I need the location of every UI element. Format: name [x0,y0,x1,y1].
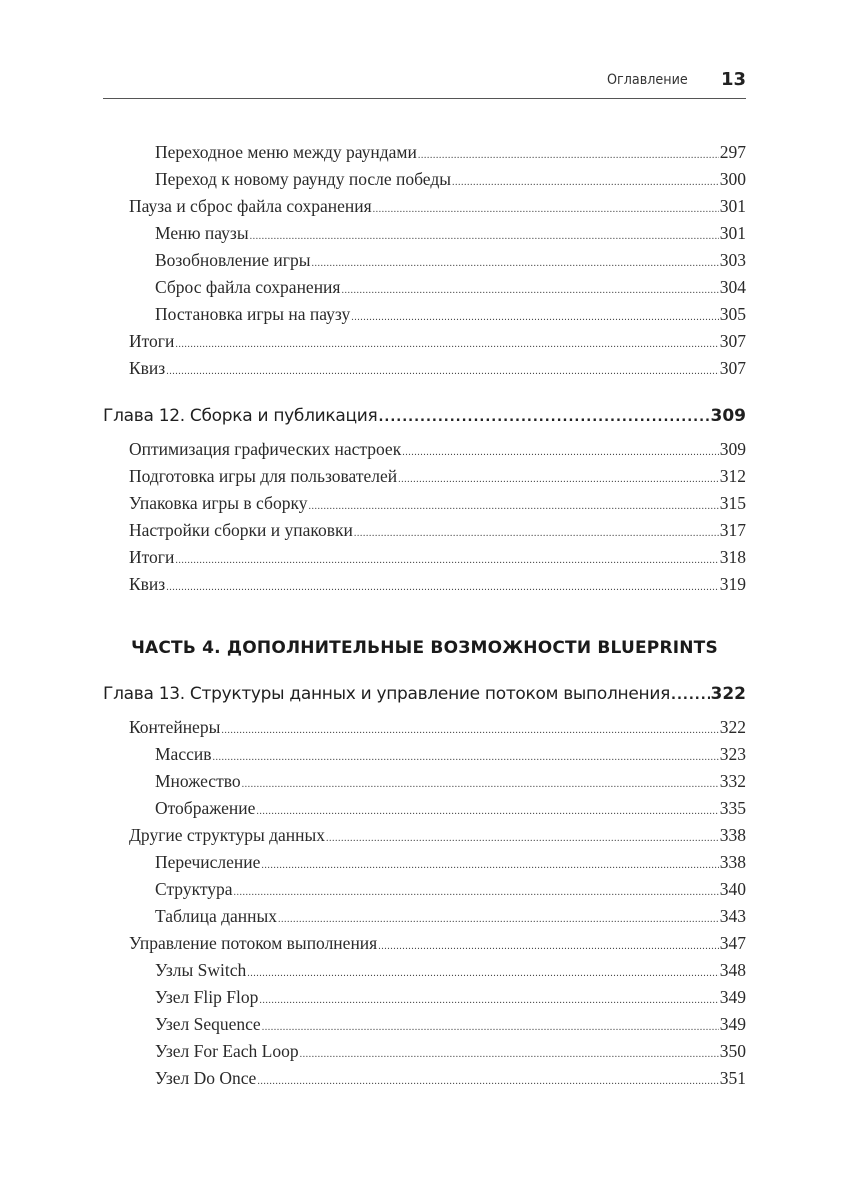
toc-entry-page: 315 [719,493,746,513]
dot-leader [213,752,719,763]
toc-entry-page: 349 [719,987,746,1007]
toc-entry[interactable] [129,331,746,352]
running-head-title: Оглавление [607,72,688,88]
toc-entry-title: Итоги [129,331,175,351]
page-number: 13 [720,69,746,90]
chapter-title: Глава 12. Сборка и публикация [103,406,378,426]
dot-leader [300,1049,719,1060]
toc-entry-title: Структура [155,879,233,899]
toc-entry-title: Итоги [129,547,175,567]
toc-entry-page: 349 [719,1014,746,1034]
toc-entry[interactable] [155,852,746,873]
toc-entry[interactable] [129,358,746,379]
toc-entry-title: Постановка игры на паузу [155,304,351,324]
toc-entry-page: 338 [719,852,746,872]
part-4-heading: ЧАСТЬ 4. ДОПОЛНИТЕЛЬНЫЕ ВОЗМОЖНОСТИ BLUEPRINTS [131,638,718,658]
toc-entry-page: 304 [719,277,746,297]
toc-entry-title: Квиз [129,358,166,378]
chapter-title: Глава 13. Структуры данных и управление потоком выполнения [103,684,671,704]
toc-entry-title: Узел Flip Flop [155,987,259,1007]
toc-entry-title: Другие структуры данных [129,825,326,845]
dot-leader [250,231,719,242]
toc-entry[interactable] [129,717,746,738]
toc-entry-title: Массив [155,744,212,764]
toc-entry[interactable] [155,987,746,1008]
dot-leader [259,995,718,1006]
toc-entry[interactable] [129,547,746,568]
toc-entry-title: Узел Sequence [155,1014,261,1034]
toc-entry-page: 319 [719,574,746,594]
toc-entry[interactable] [155,879,746,900]
dot-leader [166,582,719,593]
toc-entry-title: Переходное меню между раундами [155,142,417,162]
dot-leader [378,410,709,425]
dot-leader [311,258,718,269]
toc-entry-title: Контейнеры [129,717,221,737]
toc-entry-title: Квиз [129,574,166,594]
toc-entry[interactable] [155,1068,746,1089]
toc-entry-title: Узлы Switch [155,960,247,980]
dot-leader [418,150,719,161]
toc-entry-page: 332 [719,771,746,791]
chapter-page: 322 [710,684,746,704]
toc-entry-title: Упаковка игры в сборку [129,493,308,513]
toc-entry[interactable] [129,196,746,217]
toc-entry[interactable] [155,1014,746,1035]
toc-entry[interactable] [155,169,746,190]
toc-entry[interactable] [155,223,746,244]
toc-entry-page: 323 [719,744,746,764]
toc-entry-title: Множество [155,771,241,791]
dot-leader [257,1076,718,1087]
toc-entry-title: Управление потоком выполнения [129,933,378,953]
toc-entry[interactable] [155,771,746,792]
toc-entry-page: 351 [719,1068,746,1088]
toc-entry-title: Отображение [155,798,256,818]
toc-entry-page: 297 [719,142,746,162]
dot-leader [234,887,719,898]
dot-leader [354,528,719,539]
toc-entry-page: 309 [719,439,746,459]
toc-entry-title: Настройки сборки и упаковки [129,520,353,540]
dot-leader [308,501,718,512]
dot-leader [221,725,718,736]
toc-entry[interactable] [129,520,746,541]
toc-entry-page: 303 [719,250,746,270]
toc-entry-title: Пауза и сброс файла сохранения [129,196,372,216]
toc-entry-title: Сброс файла сохранения [155,277,341,297]
toc-entry-page: 343 [719,906,746,926]
toc-entry[interactable] [155,960,746,981]
toc-entry-page: 338 [719,825,746,845]
toc-entry-page: 335 [719,798,746,818]
dot-leader [166,366,719,377]
toc-entry[interactable] [155,277,746,298]
toc-entry[interactable] [155,798,746,819]
toc-entry-title: Таблица данных [155,906,278,926]
toc-entry[interactable] [129,574,746,595]
toc-entry-page: 348 [719,960,746,980]
dot-leader [341,285,718,296]
toc-entry[interactable] [155,250,746,271]
chapter-13-heading[interactable] [103,684,746,704]
dot-leader [256,806,718,817]
chapter-12-heading[interactable] [103,406,746,426]
toc-entry[interactable] [129,439,746,460]
dot-leader [262,1022,719,1033]
dot-leader [261,860,718,871]
toc-entry-page: 312 [719,466,746,486]
toc-entry-title: Переход к новому раунду после победы [155,169,452,189]
toc-entry[interactable] [155,744,746,765]
toc-entry-page: 340 [719,879,746,899]
toc-entry-title: Возобновление игры [155,250,311,270]
dot-leader [278,914,719,925]
toc-entry-page: 318 [719,547,746,567]
dot-leader [402,447,719,458]
toc-entry[interactable] [155,1041,746,1062]
toc-entry-title: Подготовка игры для пользователей [129,466,398,486]
toc-entry-title: Узел For Each Loop [155,1041,299,1061]
toc-entry[interactable] [155,906,746,927]
toc-entry-page: 307 [719,331,746,351]
toc-entry-page: 301 [719,223,746,243]
dot-leader [373,204,719,215]
toc-entry-page: 322 [719,717,746,737]
toc-entry-title: Узел Do Once [155,1068,257,1088]
toc-entry[interactable] [129,825,746,846]
toc-entry[interactable] [155,304,746,325]
toc-entry-page: 350 [719,1041,746,1061]
toc-entry-page: 347 [719,933,746,953]
running-head [103,66,746,99]
dot-leader [671,688,709,703]
toc-entry[interactable] [155,142,746,163]
dot-leader [175,339,718,350]
toc-entry-title: Оптимизация графических настроек [129,439,402,459]
toc-entry[interactable] [129,493,746,514]
toc-entry-page: 300 [719,169,746,189]
toc-entry-page: 305 [719,304,746,324]
dot-leader [378,941,719,952]
toc-entry-page: 307 [719,358,746,378]
dot-leader [175,555,718,566]
toc-entry[interactable] [129,933,746,954]
toc-entry-title: Меню паузы [155,223,249,243]
toc-entry[interactable] [129,466,746,487]
dot-leader [242,779,719,790]
dot-leader [326,833,719,844]
dot-leader [452,177,719,188]
chapter-page: 309 [710,406,746,426]
toc-entry-title: Перечисление [155,852,261,872]
dot-leader [398,474,719,485]
dot-leader [351,312,719,323]
dot-leader [247,968,719,979]
toc-entry-page: 301 [719,196,746,216]
toc-entry-page: 317 [719,520,746,540]
